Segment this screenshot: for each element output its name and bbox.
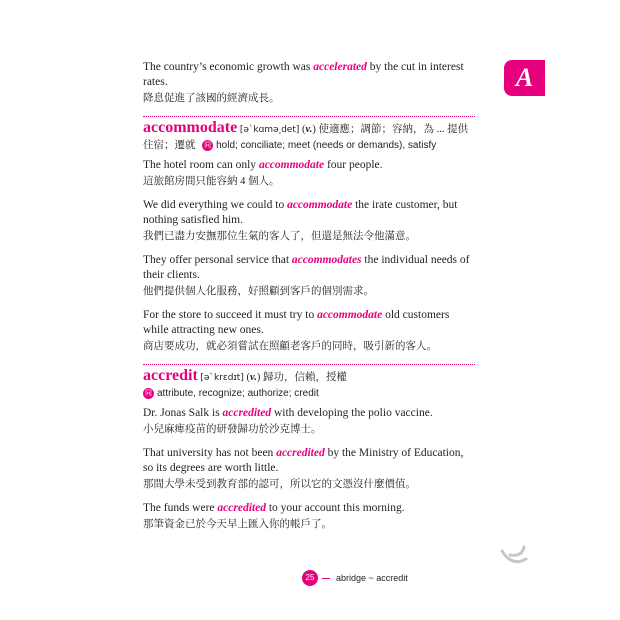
example-chinese: 這旅館房間只能容納 4 個人。 [143, 176, 280, 187]
footer-separator [322, 578, 330, 579]
synonym-icon: 同 [204, 141, 212, 150]
keyword: accommodate [287, 199, 353, 211]
entry-divider [143, 116, 475, 117]
phonetic: [əˋkrɛdɪt] [200, 373, 244, 383]
example-english: For the store to succeed it must try to accommodate old customers while attracting new ones. [143, 309, 450, 336]
example-chinese: 他們提供個人化服務，好照顧到客戶的個別需求。 [143, 286, 374, 297]
part-of-speech: v. [249, 372, 257, 383]
keyword: accredited [217, 502, 266, 514]
part-of-speech: v. [305, 124, 313, 135]
example-block [143, 446, 475, 492]
example-chinese: 那筆資金已於今天早上匯入你的帳戶了。 [143, 519, 332, 530]
watermark-smile-icon [462, 545, 532, 597]
synonyms: hold; conciliate; meet (needs or demands), satisfy [216, 140, 437, 151]
example-english: The country’s economic growth was accelerated by the cut in interest rates. [143, 61, 464, 88]
example-chinese: 降息促進了該國的經濟成長。 [143, 93, 280, 104]
watermark-logo [462, 545, 532, 597]
synonym-line [143, 386, 475, 402]
example-english: That university has not been accredited by the Ministry of Education, so its degrees are worth little. [143, 447, 464, 474]
example-english: The funds were accredited to your account this morning. [143, 502, 405, 514]
example-block [143, 406, 475, 437]
keyword: accommodate [258, 159, 325, 171]
example-chinese: 商店要成功，就必須嘗試在照顧老客戶的同時，吸引新的客人。 [143, 341, 437, 352]
keyword: accelerated [313, 61, 367, 73]
entry-header-accredit: accredit [əˋkrɛdɪt] (v.) 歸功，信賴，授權 [143, 367, 348, 384]
chinese-meaning: 歸功，信賴，授權 [263, 372, 348, 383]
page-content [143, 60, 475, 532]
headword: accommodate [143, 119, 238, 136]
keyword: accommodate [317, 309, 383, 321]
example-block [143, 158, 475, 189]
entry-divider [143, 364, 475, 365]
page-number: 25 [302, 570, 318, 586]
example-chinese: 小兒麻痺疫苗的研發歸功於沙克博士。 [143, 424, 322, 435]
example-block [143, 253, 475, 299]
keyword: accredited [276, 447, 325, 459]
example-block [143, 60, 475, 106]
page-range: abridge ~ accredit [336, 573, 408, 583]
keyword: accommodates [291, 254, 362, 266]
phonetic: [əˋkɑmə͵det] [239, 125, 300, 135]
example-chinese: 那間大學未受到教育部的認可，所以它的文憑沒什麼價值。 [143, 479, 416, 490]
synonyms: attribute, recognize; authorize; credit [157, 388, 319, 399]
example-block [143, 198, 475, 244]
example-block [143, 501, 475, 532]
example-english: Dr. Jonas Salk is accredited with developing the polio vaccine. [143, 407, 433, 419]
page-footer [302, 570, 408, 586]
entry-header-accommodate: accommodate [əˋkɑmə͵det] (v.) 使適應；調節；容納，為 ... 提供住宿；遷就 同 hold; conciliate; meet (needs or demands), satisfy [143, 119, 469, 151]
example-english: We did everything we could to accommodate the irate customer, but nothing satisfied him. [143, 199, 458, 226]
example-chinese: 我們已盡力安撫那位生氣的客人了，但還是無法令他滿意。 [143, 231, 416, 242]
synonym-icon: 同 [145, 389, 152, 398]
example-block [143, 308, 475, 354]
section-letter-tab [504, 60, 545, 96]
keyword: accredited [222, 407, 272, 419]
example-english: The hotel room can only accommodate four people. [143, 159, 383, 171]
chinese-meaning: 使適應；調節；容納，為 ... 提供住宿；遷就 [143, 124, 469, 151]
section-letter: A [515, 63, 534, 92]
headword: accredit [143, 367, 198, 384]
example-english: They offer personal service that accommodates the individual needs of their clients. [143, 254, 470, 281]
